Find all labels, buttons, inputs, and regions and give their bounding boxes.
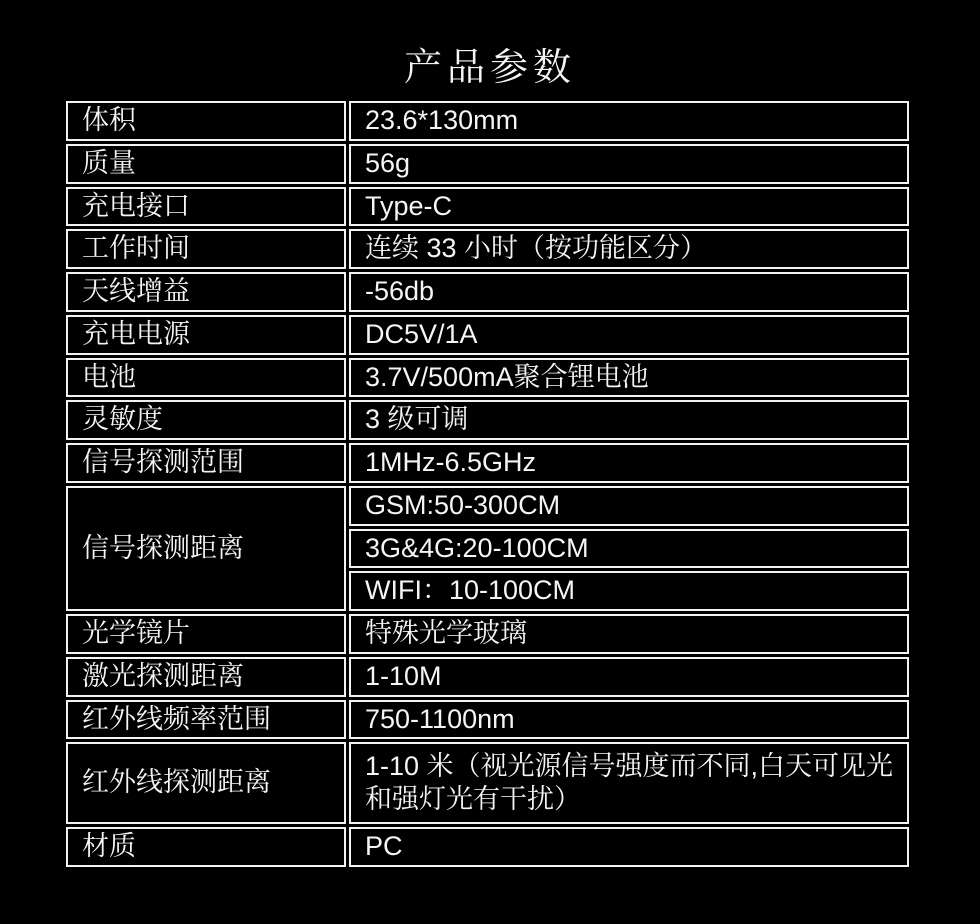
table-row [66,144,909,184]
spec-value: 1-10M [349,657,909,697]
page-title: 产品参数 [403,47,576,89]
spec-value: DC5V/1A [349,315,909,355]
spec-label: 充电接口 [66,187,346,227]
table-row [66,614,909,654]
table-row [66,827,909,867]
spec-value: Type-C [349,187,909,227]
spec-label: 激光探测距离 [66,657,346,697]
spec-value: 3 级可调 [349,400,909,440]
spec-label: 信号探测范围 [66,443,346,483]
table-row [66,400,909,440]
spec-label: 体积 [66,101,346,141]
table-row-merged-signal-distance [66,486,909,526]
table-row [66,187,909,227]
spec-label: 电池 [66,358,346,398]
table-row-infrared-distance [66,742,909,824]
spec-value-3g4g: 3G&4G:20-100CM [349,529,909,569]
spec-label: 红外线频率范围 [66,700,346,740]
table-row [66,101,909,141]
spec-label: 信号探测距离 [66,486,346,611]
spec-value: 特殊光学玻璃 [349,614,909,654]
spec-label: 天线增益 [66,272,346,312]
spec-value: 连续 33 小时（按功能区分） [349,229,909,269]
spec-value-wifi: WIFI：10-100CM [349,571,909,611]
spec-label: 质量 [66,144,346,184]
spec-value: 1-10 米（视光源信号强度而不同,白天可见光和强灯光有干扰） [349,742,909,824]
spec-label: 材质 [66,827,346,867]
spec-value-gsm: GSM:50-300CM [349,486,909,526]
spec-value: PC [349,827,909,867]
table-row [66,657,909,697]
table-row [66,229,909,269]
table-row [66,700,909,740]
spec-value: 56g [349,144,909,184]
spec-value: 23.6*130mm [349,101,909,141]
spec-value: 750-1100nm [349,700,909,740]
spec-value: 1MHz-6.5GHz [349,443,909,483]
table-row [66,272,909,312]
spec-value: 3.7V/500mA聚合锂电池 [349,358,909,398]
spec-label: 工作时间 [66,229,346,269]
table-row [66,443,909,483]
spec-label: 红外线探测距离 [66,742,346,824]
spec-label: 光学镜片 [66,614,346,654]
product-spec-table [63,98,912,870]
spec-label: 灵敏度 [66,400,346,440]
spec-value: -56db [349,272,909,312]
table-row [66,315,909,355]
spec-label: 充电电源 [66,315,346,355]
table-row [66,358,909,398]
